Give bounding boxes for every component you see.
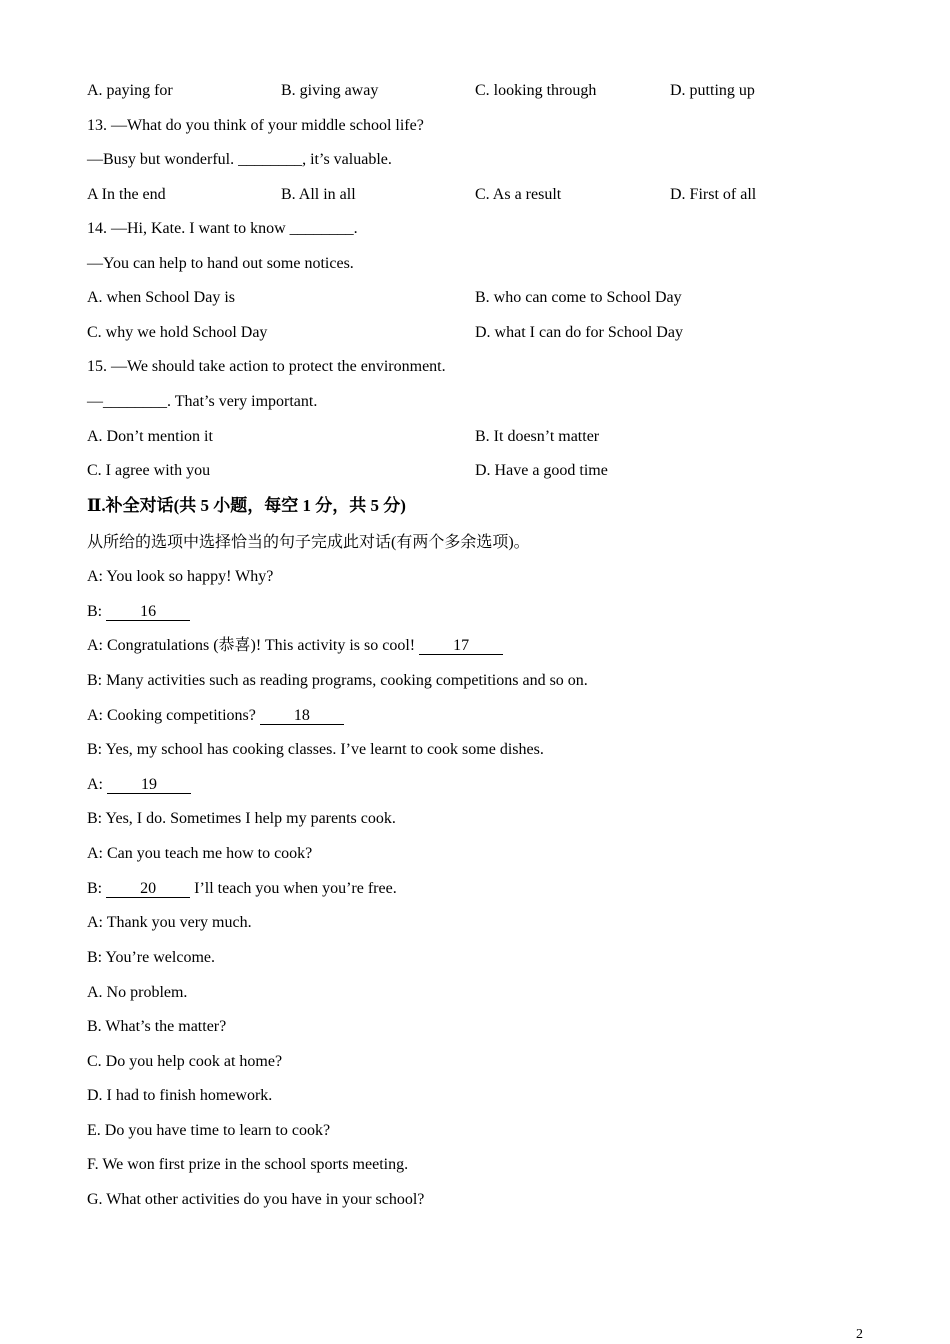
dialogue-line-11: A: Thank you very much. xyxy=(87,914,252,931)
dialogue-line-8: B: Yes, I do. Sometimes I help my parents cook. xyxy=(87,810,396,827)
choice-a: A. No problem. xyxy=(87,984,188,1001)
q15-answer: —________. That’s very important. xyxy=(87,393,318,410)
q15-option-b: B. It doesn’t matter xyxy=(475,428,600,445)
q13-answer: —Busy but wonderful. ________, it’s valuable. xyxy=(87,151,392,168)
dialogue-text: A: Congratulations (恭喜)! This activity is so cool! xyxy=(87,637,420,654)
q13-option-a: A In the end xyxy=(87,186,166,203)
q15-option-a: A. Don’t mention it xyxy=(87,428,213,445)
q12-option-c: C. looking through xyxy=(475,82,597,99)
dialogue-line-4: B: Many activities such as reading programs, cooking competitions and so on. xyxy=(87,672,588,689)
dialogue-line-3 xyxy=(87,636,503,656)
dialogue-line-6: B: Yes, my school has cooking classes. I’ve learnt to cook some dishes. xyxy=(87,741,544,758)
q13-question: 13. —What do you think of your middle school life? xyxy=(87,117,424,134)
dialogue-line-2 xyxy=(87,602,190,622)
q12-option-d: D. putting up xyxy=(670,82,755,99)
speaker-prefix: B: xyxy=(87,880,107,897)
choice-d: D. I had to finish homework. xyxy=(87,1087,273,1104)
choice-e: E. Do you have time to learn to cook? xyxy=(87,1122,331,1139)
dialogue-text: A: Cooking competitions? xyxy=(87,707,260,724)
blank-16: 16 xyxy=(106,603,190,621)
dialogue-text: I’ll teach you when you’re free. xyxy=(190,880,397,897)
dialogue-line-10 xyxy=(87,879,397,899)
q13-option-c: C. As a result xyxy=(475,186,562,203)
q14-option-b: B. who can come to School Day xyxy=(475,289,682,306)
q14-answer: —You can help to hand out some notices. xyxy=(87,255,354,272)
speaker-prefix: B: xyxy=(87,603,107,620)
q14-option-c: C. why we hold School Day xyxy=(87,324,268,341)
dialogue-line-12: B: You’re welcome. xyxy=(87,949,215,966)
section-instruction: 从所给的选项中选择恰当的句子完成此对话(有两个多余选项)。 xyxy=(87,534,530,551)
dialogue-line-7 xyxy=(87,775,191,795)
blank-17: 17 xyxy=(419,637,503,655)
blank-20: 20 xyxy=(106,880,190,898)
q13-option-d: D. First of all xyxy=(670,186,757,203)
page-number: 2 xyxy=(856,1327,863,1342)
q12-option-a: A. paying for xyxy=(87,82,173,99)
q14-option-a: A. when School Day is xyxy=(87,289,235,306)
q15-question: 15. —We should take action to protect the environment. xyxy=(87,358,446,375)
q14-question: 14. —Hi, Kate. I want to know ________. xyxy=(87,220,358,237)
speaker-prefix: A: xyxy=(87,776,107,793)
q15-option-c: C. I agree with you xyxy=(87,462,211,479)
choice-g: G. What other activities do you have in your school? xyxy=(87,1191,425,1208)
choice-b: B. What’s the matter? xyxy=(87,1018,227,1035)
choice-c: C. Do you help cook at home? xyxy=(87,1053,283,1070)
section-heading: Ⅱ.补全对话(共 5 小题，每空 1 分，共 5 分) xyxy=(87,496,406,515)
q14-option-d: D. what I can do for School Day xyxy=(475,324,683,341)
choice-f: F. We won first prize in the school sports meeting. xyxy=(87,1156,409,1173)
q12-option-b: B. giving away xyxy=(281,82,379,99)
dialogue-line-9: A: Can you teach me how to cook? xyxy=(87,845,313,862)
blank-19: 19 xyxy=(107,776,191,794)
dialogue-line-1: A: You look so happy! Why? xyxy=(87,568,274,585)
dialogue-line-5 xyxy=(87,706,344,726)
q13-option-b: B. All in all xyxy=(281,186,356,203)
q15-option-d: D. Have a good time xyxy=(475,462,608,479)
blank-18: 18 xyxy=(260,707,344,725)
